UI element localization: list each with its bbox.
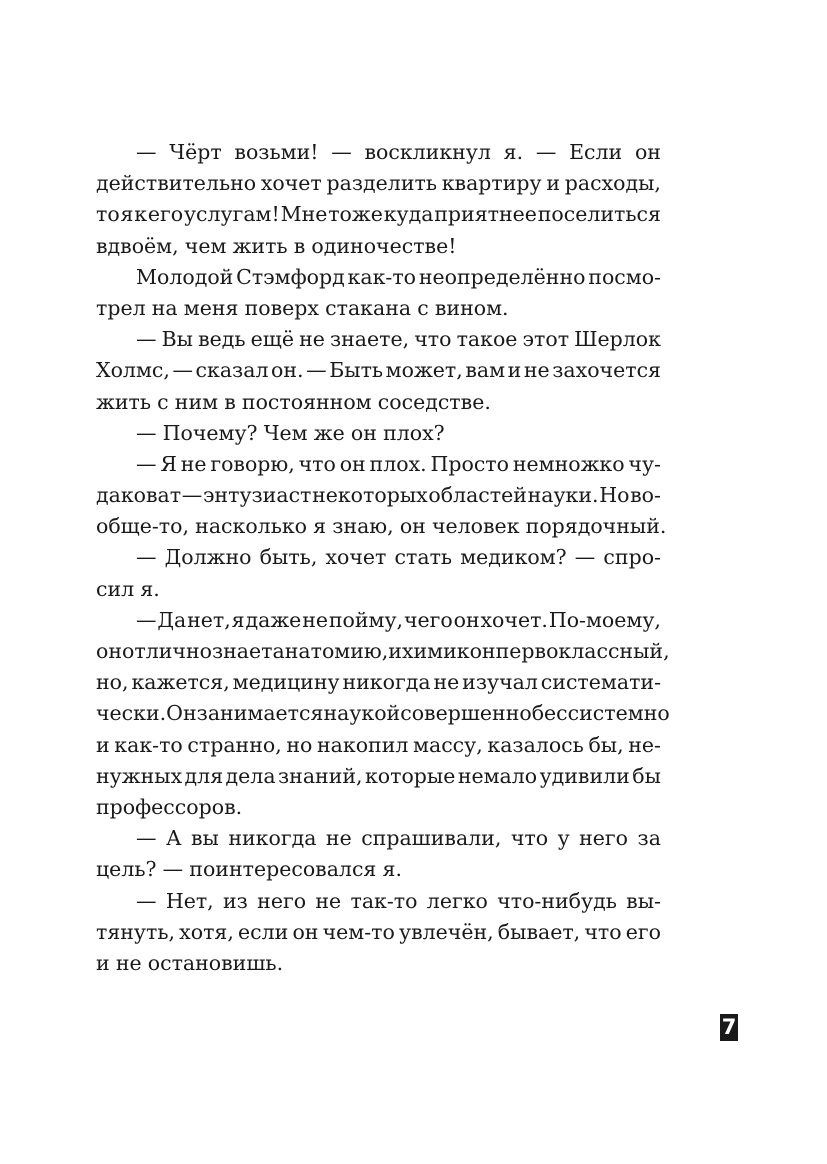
text-line: — Вы ведь ещё не знаете, что такое этот Шерлок [136, 327, 661, 352]
text-line: и как-то странно, но накопил массу, казалось бы, не- [96, 732, 661, 757]
paragraph [96, 449, 667, 543]
text-line: чески. Он занимается наукой совершенно бессистемно [96, 701, 670, 726]
paragraph [96, 886, 661, 980]
text-line: профессоров. [96, 794, 243, 819]
text-line: трел на меня поверх стакана с вином. [96, 295, 509, 320]
text-line: сил я. [96, 576, 160, 601]
text-line: то я к его услугам! Мне тоже куда приятнее поселиться [96, 202, 661, 227]
paragraph [96, 137, 661, 262]
text-line: — Почему? Чем же он плох? [136, 420, 445, 445]
text-line: Молодой Стэмфорд как-то неопределённо посмо- [136, 264, 661, 289]
paragraph [96, 262, 661, 324]
text-line: обще-то, насколько я знаю, он человек порядочный. [96, 514, 667, 539]
text-line: он отлично знает анатомию, и химик он первоклассный, [96, 639, 670, 663]
paragraph [96, 605, 670, 823]
text-line: — Должно быть, хочет стать медиком? — спро- [136, 545, 661, 570]
text-line: но, кажется, медицину никогда не изучал системати- [96, 670, 661, 695]
text-line: и не остановишь. [96, 950, 284, 975]
text-line: жить с ним в постоянном соседстве. [96, 389, 491, 414]
paragraph [96, 324, 661, 418]
book-page-text [96, 137, 670, 979]
text-line: — Да нет, я даже не пойму, чего он хочет. По-моему, [136, 607, 661, 632]
page-number: 7 [721, 1015, 737, 1039]
text-line: вдвоём, чем жить в одиночестве! [96, 233, 457, 258]
text-line: действительно хочет разделить квартиру и расходы, [96, 171, 661, 196]
text-line: Холмс, — сказал он. — Быть может, вам и не захочется [96, 358, 661, 383]
text-line: — Чёрт возьми! — воскликнул я. — Если он [136, 140, 661, 164]
text-line: тянуть, хотя, если он чем-то увлечён, бывает, что его [96, 919, 661, 944]
text-line: даковат — энтузиаст некоторых областей науки. Но во- [96, 483, 661, 508]
text-line: — Я не говорю, что он плох. Просто немножко чу- [136, 451, 661, 476]
paragraph [96, 823, 661, 885]
paragraph [96, 418, 661, 449]
text-line: — Нет, из него не так-то легко что-нибудь вы- [136, 888, 661, 913]
text-line: цель? — поинтересовался я. [96, 857, 402, 882]
text-line: — А вы никогда не спрашивали, что у него за [136, 826, 661, 851]
paragraph [96, 542, 661, 604]
text-line: нужных для дела знаний, которые немало удивили бы [96, 763, 661, 788]
